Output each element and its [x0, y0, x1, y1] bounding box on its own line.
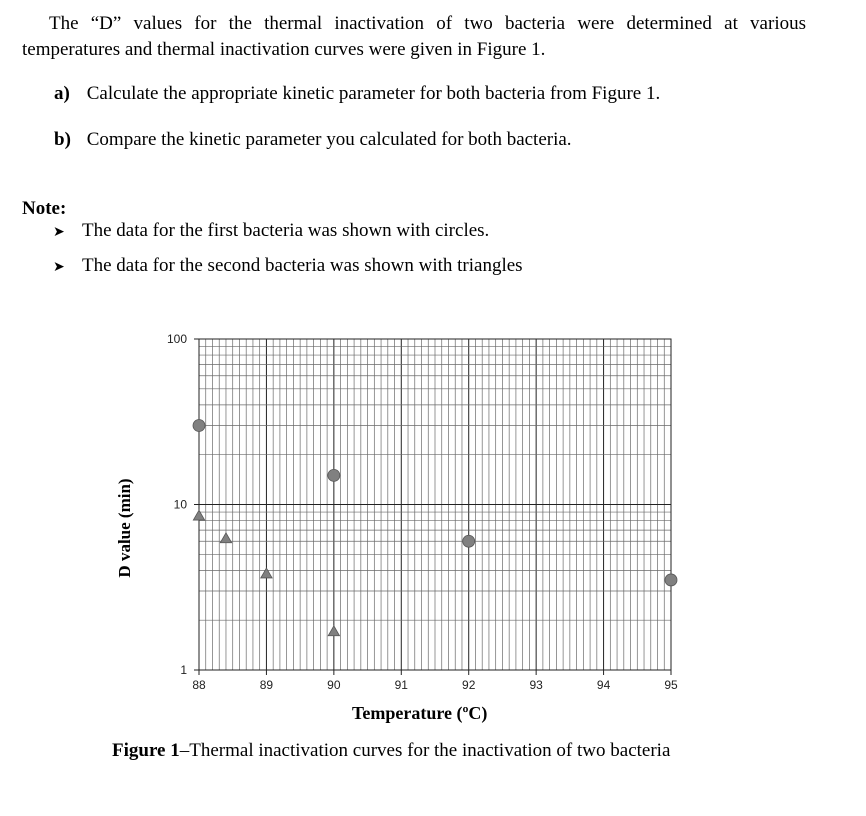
x-tick-label: 90: [327, 678, 341, 692]
question-b-label: b): [54, 129, 71, 150]
x-tick-label: 93: [529, 678, 543, 692]
x-tick-label: 89: [259, 678, 274, 692]
x-tick-label: 91: [394, 678, 408, 692]
data-point-circle: [463, 535, 475, 547]
x-tick-label: 88: [192, 678, 206, 692]
note-item-triangles-text: The data for the second bacteria was shown with triangles: [82, 255, 523, 276]
x-tick-label: 94: [596, 678, 611, 692]
y-tick-label: 10: [173, 497, 187, 512]
figure-caption-text: –Thermal inactivation curves for the inactivation of two bacteria: [179, 740, 671, 761]
figure-caption-label: Figure 1: [112, 740, 180, 761]
intro-paragraph: The “D” values for the thermal inactivation of two bacteria were determined at various temperatures and thermal inactivation curves were given in Figure 1.: [22, 13, 806, 60]
question-b-text: Compare the kinetic parameter you calculated for both bacteria.: [86, 129, 572, 150]
question-a-label: a): [54, 83, 70, 104]
data-point-triangle: [261, 568, 272, 578]
y-tick-label: 100: [166, 332, 187, 346]
note-item-circles-text: The data for the first bacteria was shown with circles.: [82, 220, 490, 241]
y-axis-label: D value (min): [115, 478, 134, 578]
arrow-bullet-icon: ➤: [53, 224, 65, 240]
data-point-triangle: [220, 533, 231, 543]
data-point-triangle: [328, 626, 339, 636]
data-point-triangle: [193, 510, 204, 520]
x-tick-label: 92: [462, 678, 476, 692]
note-heading: Note:: [22, 198, 67, 219]
data-point-circle: [193, 420, 205, 432]
chart-grid: [199, 339, 671, 670]
arrow-bullet-icon: ➤: [53, 259, 65, 275]
x-axis-label: Temperature (ºC): [352, 703, 488, 723]
question-a-text: Calculate the appropriate kinetic parameter for both bacteria from Figure 1.: [86, 83, 661, 104]
data-point-circle: [665, 574, 677, 586]
data-point-circle: [328, 469, 340, 481]
y-tick-label: 1: [180, 663, 187, 677]
figure-caption: [112, 740, 670, 762]
x-tick-label: 95: [664, 678, 678, 692]
